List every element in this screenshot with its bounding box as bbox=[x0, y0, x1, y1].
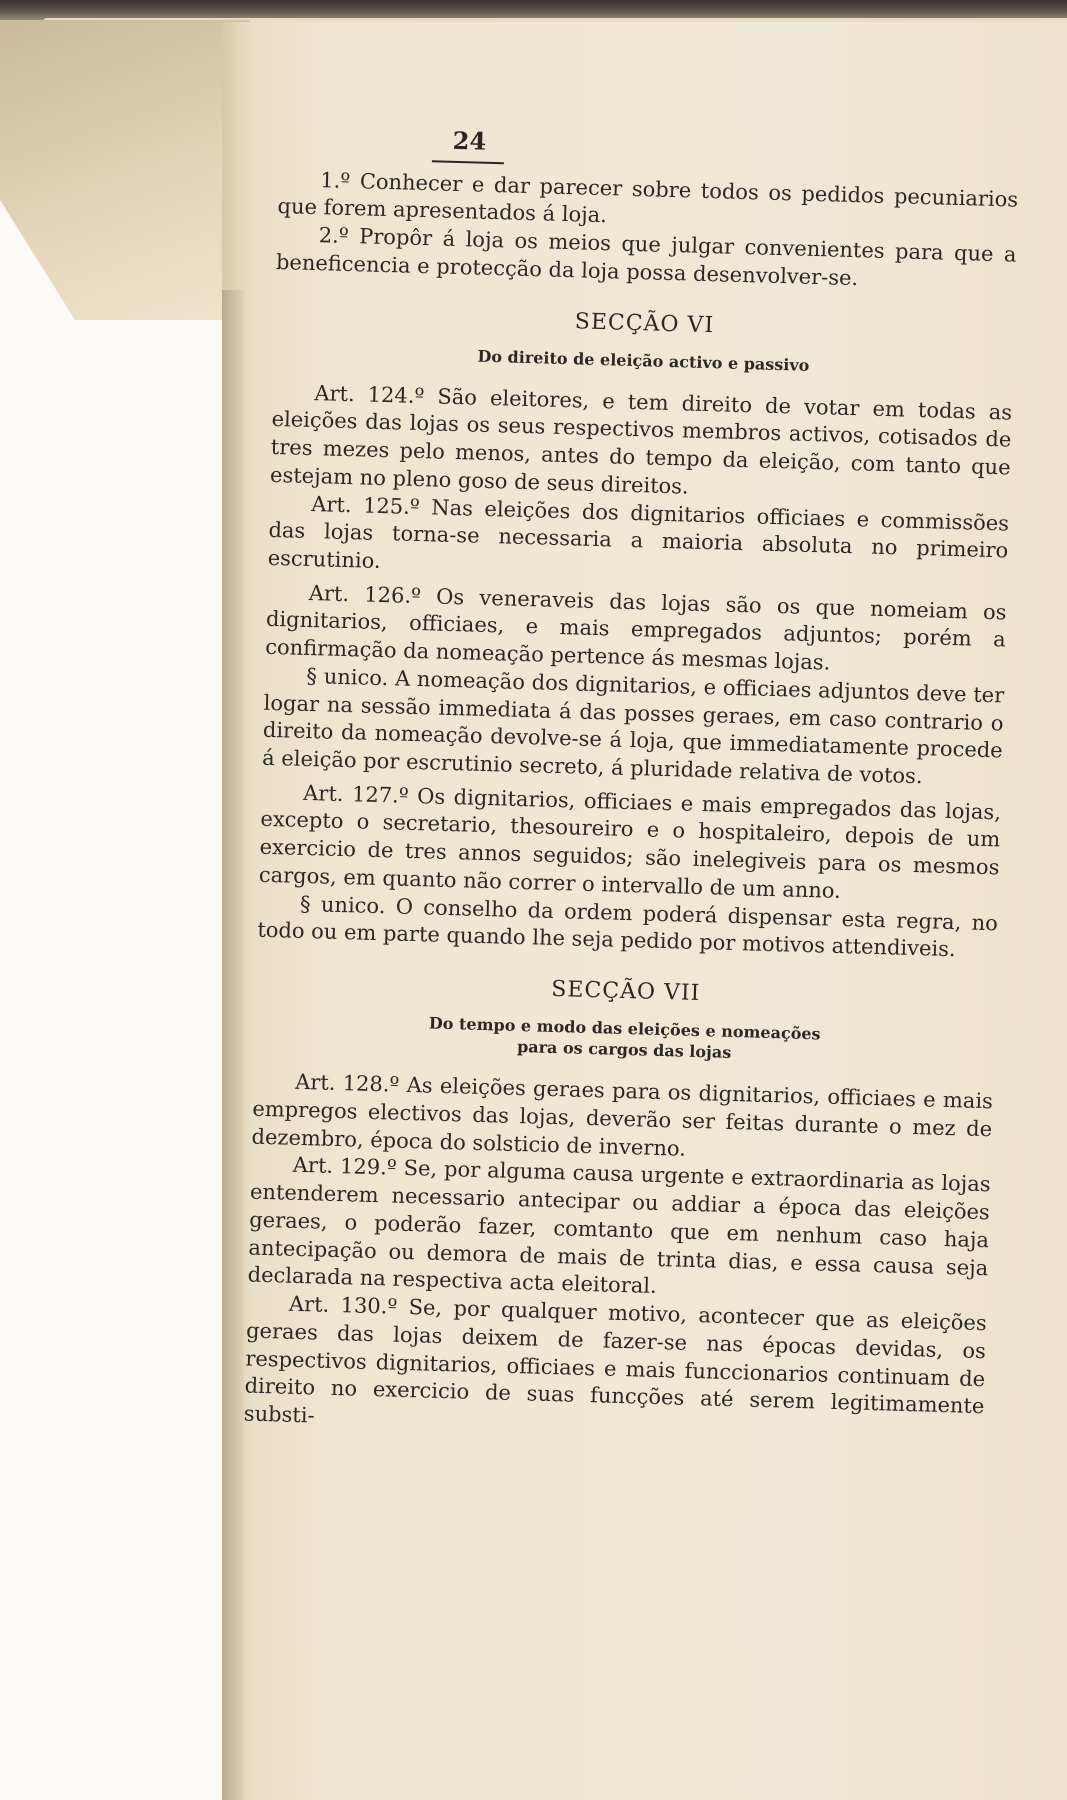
article-paragraph: Art. 124.º São eleitores, e tem direito de votar em todas as eleições das lojas os seus respectivos membros activos, cotisados de tres mezes pelo menos, antes do tempo da eleição, com tanto que estejam no pleno goso de seus direitos. bbox=[269, 380, 1013, 499]
page-fold-shadow bbox=[222, 290, 244, 1800]
section-title: SECÇÃO VI bbox=[574, 308, 715, 338]
article-paragraph: Art. 129.º Se, por alguma causa urgente e extraordinaria as lojas entenderem necessario antecipar ou addiar a época das eleições geraes, o poderão fazer, comtanto que em nenhum caso haja antecipação ou demora de mais de trinta dias, e essa causa seja declarada na respectiva acta eleitoral. bbox=[247, 1153, 991, 1299]
section-subtitle bbox=[254, 1008, 995, 1071]
section-subtitle: Do direito de eleição activo e passivo bbox=[477, 346, 810, 375]
underlying-page bbox=[0, 160, 240, 1800]
section-title: SECÇÃO VII bbox=[550, 976, 701, 1007]
section-subtitle-line: para os cargos das lojas bbox=[516, 1037, 732, 1063]
article-paragraph: § unico. O conselho da ordem poderá dispensar esta regra, no todo ou em parte quando lhe seja pedido por motivos attendiveis. bbox=[257, 891, 999, 962]
intro-paragraph: 1.º Conhecer e dar parecer sobre todos os pedidos pecuniarios que forem apresentados á loja. bbox=[277, 167, 1019, 228]
article-paragraph: Art. 126.º Os veneraveis das lojas são os que nomeiam os dignitarios, officiaes, e mais empregados adjuntos; porém a confirmação da nomeação pertence ás mesmas lojas. bbox=[264, 580, 1007, 675]
document-text bbox=[243, 120, 1019, 1449]
intro-paragraph: 2.º Propôr á loja os meios que julgar convenientes para que a beneficencia e protecção da loja possa desenvolver-se. bbox=[275, 223, 1017, 291]
article-paragraph: Art. 130.º Se, por qualquer motivo, acontecer que as eleições geraes das lojas deixem de fazer-se nas épocas devidas, os respectivos dignitarios, officiaes e mais funccionarios continuam de direito no exercicio de suas funcções até serem legitimamente substi- bbox=[243, 1291, 988, 1428]
article-paragraph: § unico. A nomeação dos dignitarios, e officiaes adjuntos deve ter logar na sessão immediata á das posses geraes, em caso contrario o direito da nomeação devolve-se á loja, que immediatamente procede á eleição por escrutinio secreto, á pluridade relativa de votos. bbox=[261, 663, 1005, 789]
page-number: 24 bbox=[452, 125, 487, 156]
article-paragraph: Art. 127.º Os dignitarios, officiaes e mais empregados das lojas, excepto o secretario, thesoureiro e o hospitaleiro, depois de um exercicio de tres annos seguidos; são inelegiveis para os mesmos cargos, em quanto não correr o intervallo de um anno. bbox=[258, 780, 1002, 903]
page-number-rule bbox=[432, 160, 504, 164]
article-paragraph: Art. 128.º As eleições geraes para os dignitarios, officiaes e mais empregos electivos das lojas, deverão ser feitas durante o mez de dezembro, época do solsticio de inverno. bbox=[251, 1070, 994, 1161]
article-paragraph: Art. 125.º Nas eleições dos dignitarios officiaes e commissões das lojas torna-se necessaria a maioria absoluta no primeiro escrutinio. bbox=[267, 491, 1010, 573]
section-subtitle-line: Do tempo e modo das eleições e nomeações bbox=[428, 1013, 821, 1044]
